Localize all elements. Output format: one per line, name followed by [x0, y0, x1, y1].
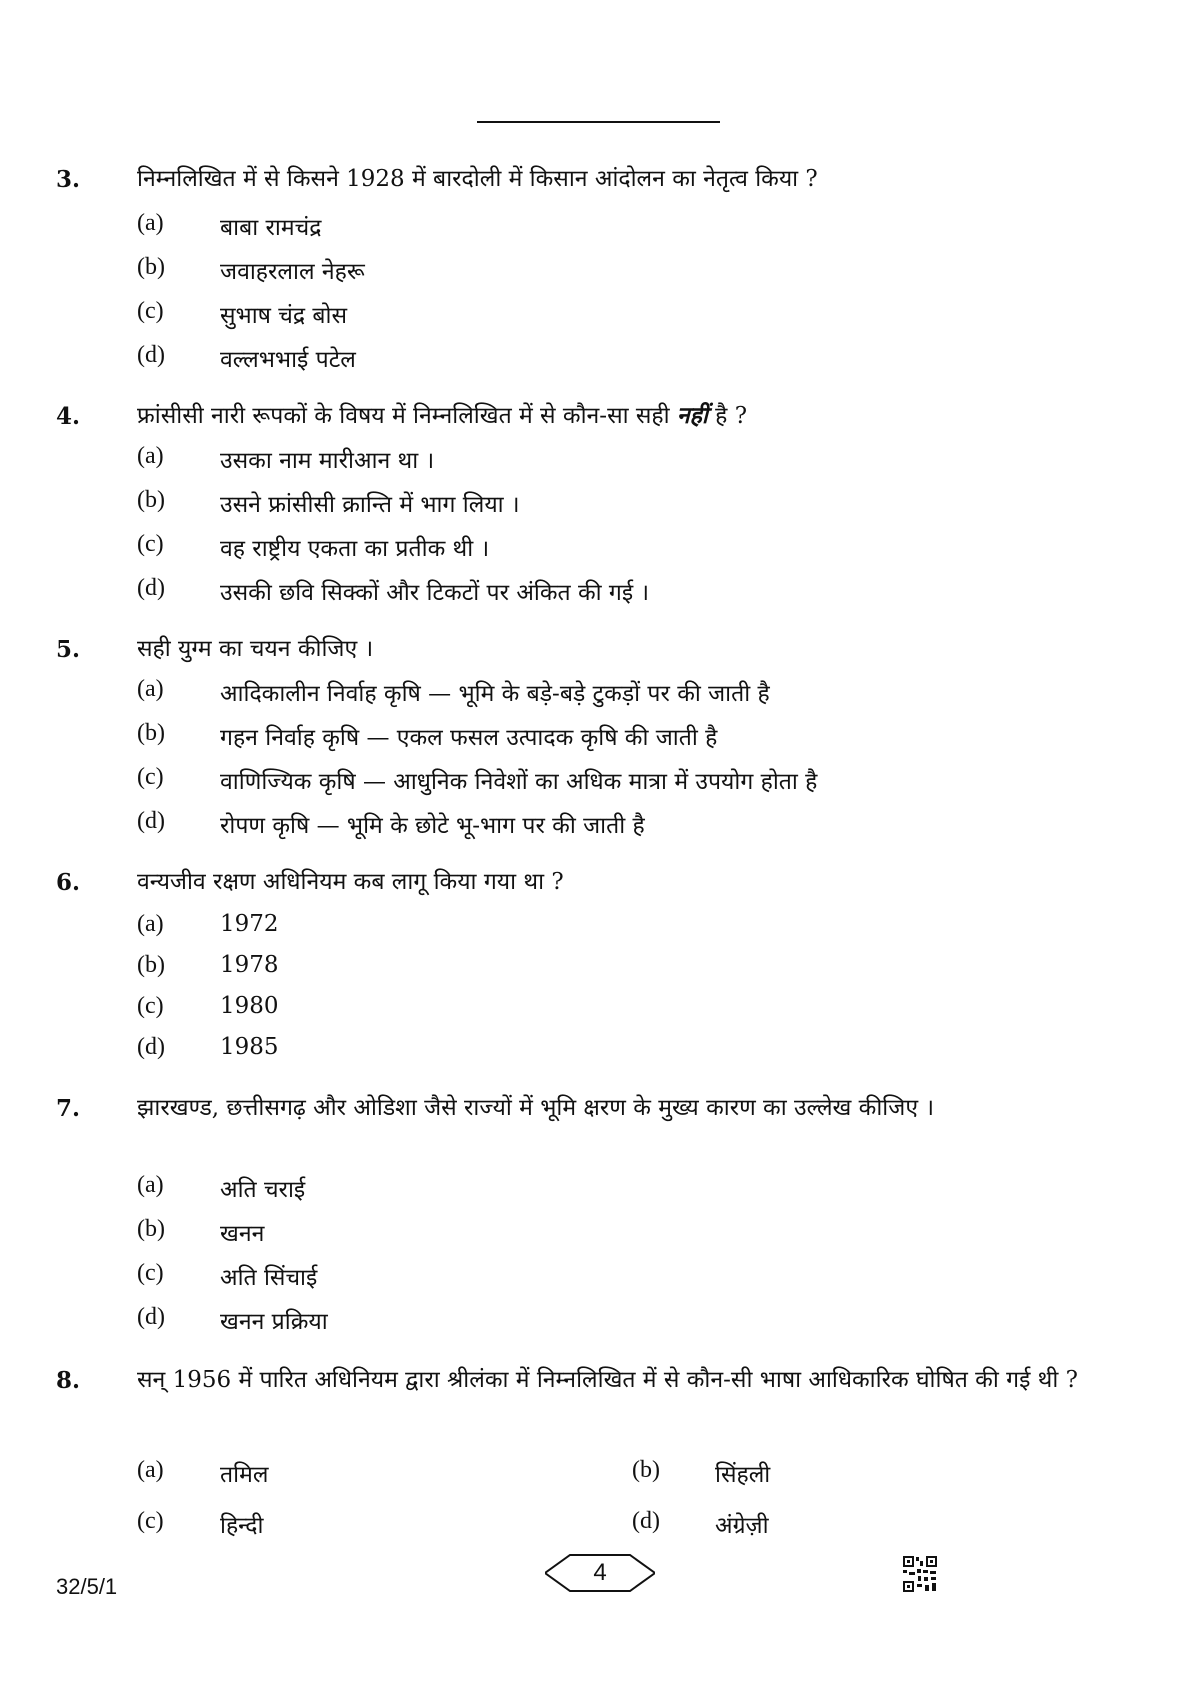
option-text: अति चराई: [220, 1177, 306, 1203]
option-text: जवाहरलाल नेहरू: [220, 259, 365, 285]
option-a: [0, 676, 1190, 716]
option-d: [0, 575, 1190, 615]
question-number: 7.: [56, 1095, 81, 1122]
option-text: 1980: [220, 993, 279, 1019]
option-label: (d): [137, 1304, 165, 1330]
option-label: (a): [137, 210, 164, 236]
option-label: (c): [137, 993, 164, 1019]
option-b: [0, 1216, 1190, 1256]
option-c: [0, 1260, 1190, 1300]
option-text: वाणिज्यिक कृषि — आधुनिक निवेशों का अधिक मात्रा में उपयोग होता है: [220, 769, 818, 795]
option-label: (b): [137, 1216, 165, 1242]
option-label: (d): [137, 342, 165, 368]
option-label: (b): [137, 720, 165, 746]
option-b: [0, 487, 1190, 527]
option-d: [0, 342, 1190, 382]
option-text: उसने फ्रांसीसी क्रान्ति में भाग लिया ।: [220, 492, 520, 518]
option-text: उसकी छवि सिक्कों और टिकटों पर अंकित की गई ।: [220, 580, 650, 606]
qr-code-icon: [902, 1555, 938, 1593]
option-label: (b): [137, 487, 165, 513]
option-label: (a): [137, 1172, 164, 1198]
question-number: 6.: [56, 869, 81, 896]
option-text-a: तमिल: [220, 1462, 269, 1488]
option-d: [0, 1304, 1190, 1344]
option-text: अति सिंचाई: [220, 1265, 318, 1291]
page-number-badge: [545, 1553, 655, 1593]
option-c: [0, 531, 1190, 571]
option-text: गहन निर्वाह कृषि — एकल फसल उत्पादक कृषि की जाती है: [220, 725, 718, 751]
option-a: [0, 443, 1190, 483]
option-c: [0, 764, 1190, 804]
option-label: (c): [137, 1260, 164, 1286]
option-label: (b): [137, 254, 165, 280]
option-text-d: अंग्रेज़ी: [715, 1513, 769, 1539]
option-a: [0, 1172, 1190, 1212]
paper-code: 32/5/1: [56, 1574, 118, 1599]
option-b: [0, 952, 1190, 992]
option-label: (a): [137, 443, 164, 469]
option-label-b: (b): [632, 1457, 660, 1483]
option-a: [0, 911, 1190, 951]
option-c: [0, 298, 1190, 338]
option-label: (d): [137, 808, 165, 834]
question-text-before: फ्रांसीसी नारी रूपकों के विषय में निम्नलिखित में से कौन-सा सही: [137, 403, 670, 429]
option-row-1: [0, 1457, 1190, 1497]
option-text: खनन: [220, 1221, 265, 1247]
option-text: बाबा रामचंद्र: [220, 215, 322, 241]
question-text: निम्नलिखित में से किसने 1928 में बारदोली में किसान आंदोलन का नेतृत्व किया ?: [137, 166, 818, 192]
question-text: वन्यजीव रक्षण अधिनियम कब लागू किया गया था ?: [137, 869, 564, 895]
option-d: [0, 808, 1190, 848]
option-b: [0, 254, 1190, 294]
option-label-c: (c): [137, 1508, 164, 1534]
option-label: (c): [137, 764, 164, 790]
question-number: 4.: [56, 403, 81, 430]
option-c: [0, 993, 1190, 1033]
option-label: (d): [137, 1034, 165, 1060]
question-text: झारखण्ड, छत्तीसगढ़ और ओडिशा जैसे राज्यों में भूमि क्षरण के मुख्य कारण का उल्लेख कीजिए ।: [137, 1095, 935, 1121]
option-label-a: (a): [137, 1457, 164, 1483]
question-text: [137, 395, 1082, 437]
option-text: खनन प्रक्रिया: [220, 1309, 328, 1335]
page-number: 4: [593, 1559, 607, 1586]
option-label: (b): [137, 952, 165, 978]
option-text: 1978: [220, 952, 279, 978]
question-number: 8.: [56, 1367, 81, 1394]
option-text: आदिकालीन निर्वाह कृषि — भूमि के बड़े-बड़े टुकड़ों पर की जाती है: [220, 681, 770, 707]
option-text: रोपण कृषि — भूमि के छोटे भू-भाग पर की जाती है: [220, 813, 645, 839]
option-text-c: हिन्दी: [220, 1513, 264, 1539]
option-b: [0, 720, 1190, 760]
option-text: वल्लभभाई पटेल: [220, 347, 356, 373]
option-label: (a): [137, 911, 164, 937]
option-text: वह राष्ट्रीय एकता का प्रतीक थी ।: [220, 536, 490, 562]
option-d: [0, 1034, 1190, 1074]
option-text: 1985: [220, 1034, 279, 1060]
question-number: 3.: [56, 166, 81, 193]
question-text: सन् 1956 में पारित अधिनियम द्वारा श्रीलंका में निम्नलिखित में से कौन-सी भाषा आधिकारिक घोषित की गई थी ?: [137, 1367, 1078, 1393]
option-row-2: [0, 1508, 1190, 1548]
option-label: (c): [137, 298, 164, 324]
option-a: [0, 210, 1190, 250]
option-text: 1972: [220, 911, 279, 937]
option-text: उसका नाम मारीआन था ।: [220, 448, 435, 474]
option-label: (d): [137, 575, 165, 601]
option-label: (a): [137, 676, 164, 702]
option-label: (c): [137, 531, 164, 557]
option-text: सुभाष चंद्र बोस: [220, 303, 348, 329]
option-text-b: सिंहली: [715, 1462, 771, 1488]
question-text: सही युग्म का चयन कीजिए ।: [137, 636, 374, 662]
question-number: 5.: [56, 636, 81, 663]
option-label-d: (d): [632, 1508, 660, 1534]
top-divider: [477, 121, 720, 123]
question-emphasis: नहीं: [676, 402, 708, 429]
question-text-after: है ?: [715, 403, 748, 429]
